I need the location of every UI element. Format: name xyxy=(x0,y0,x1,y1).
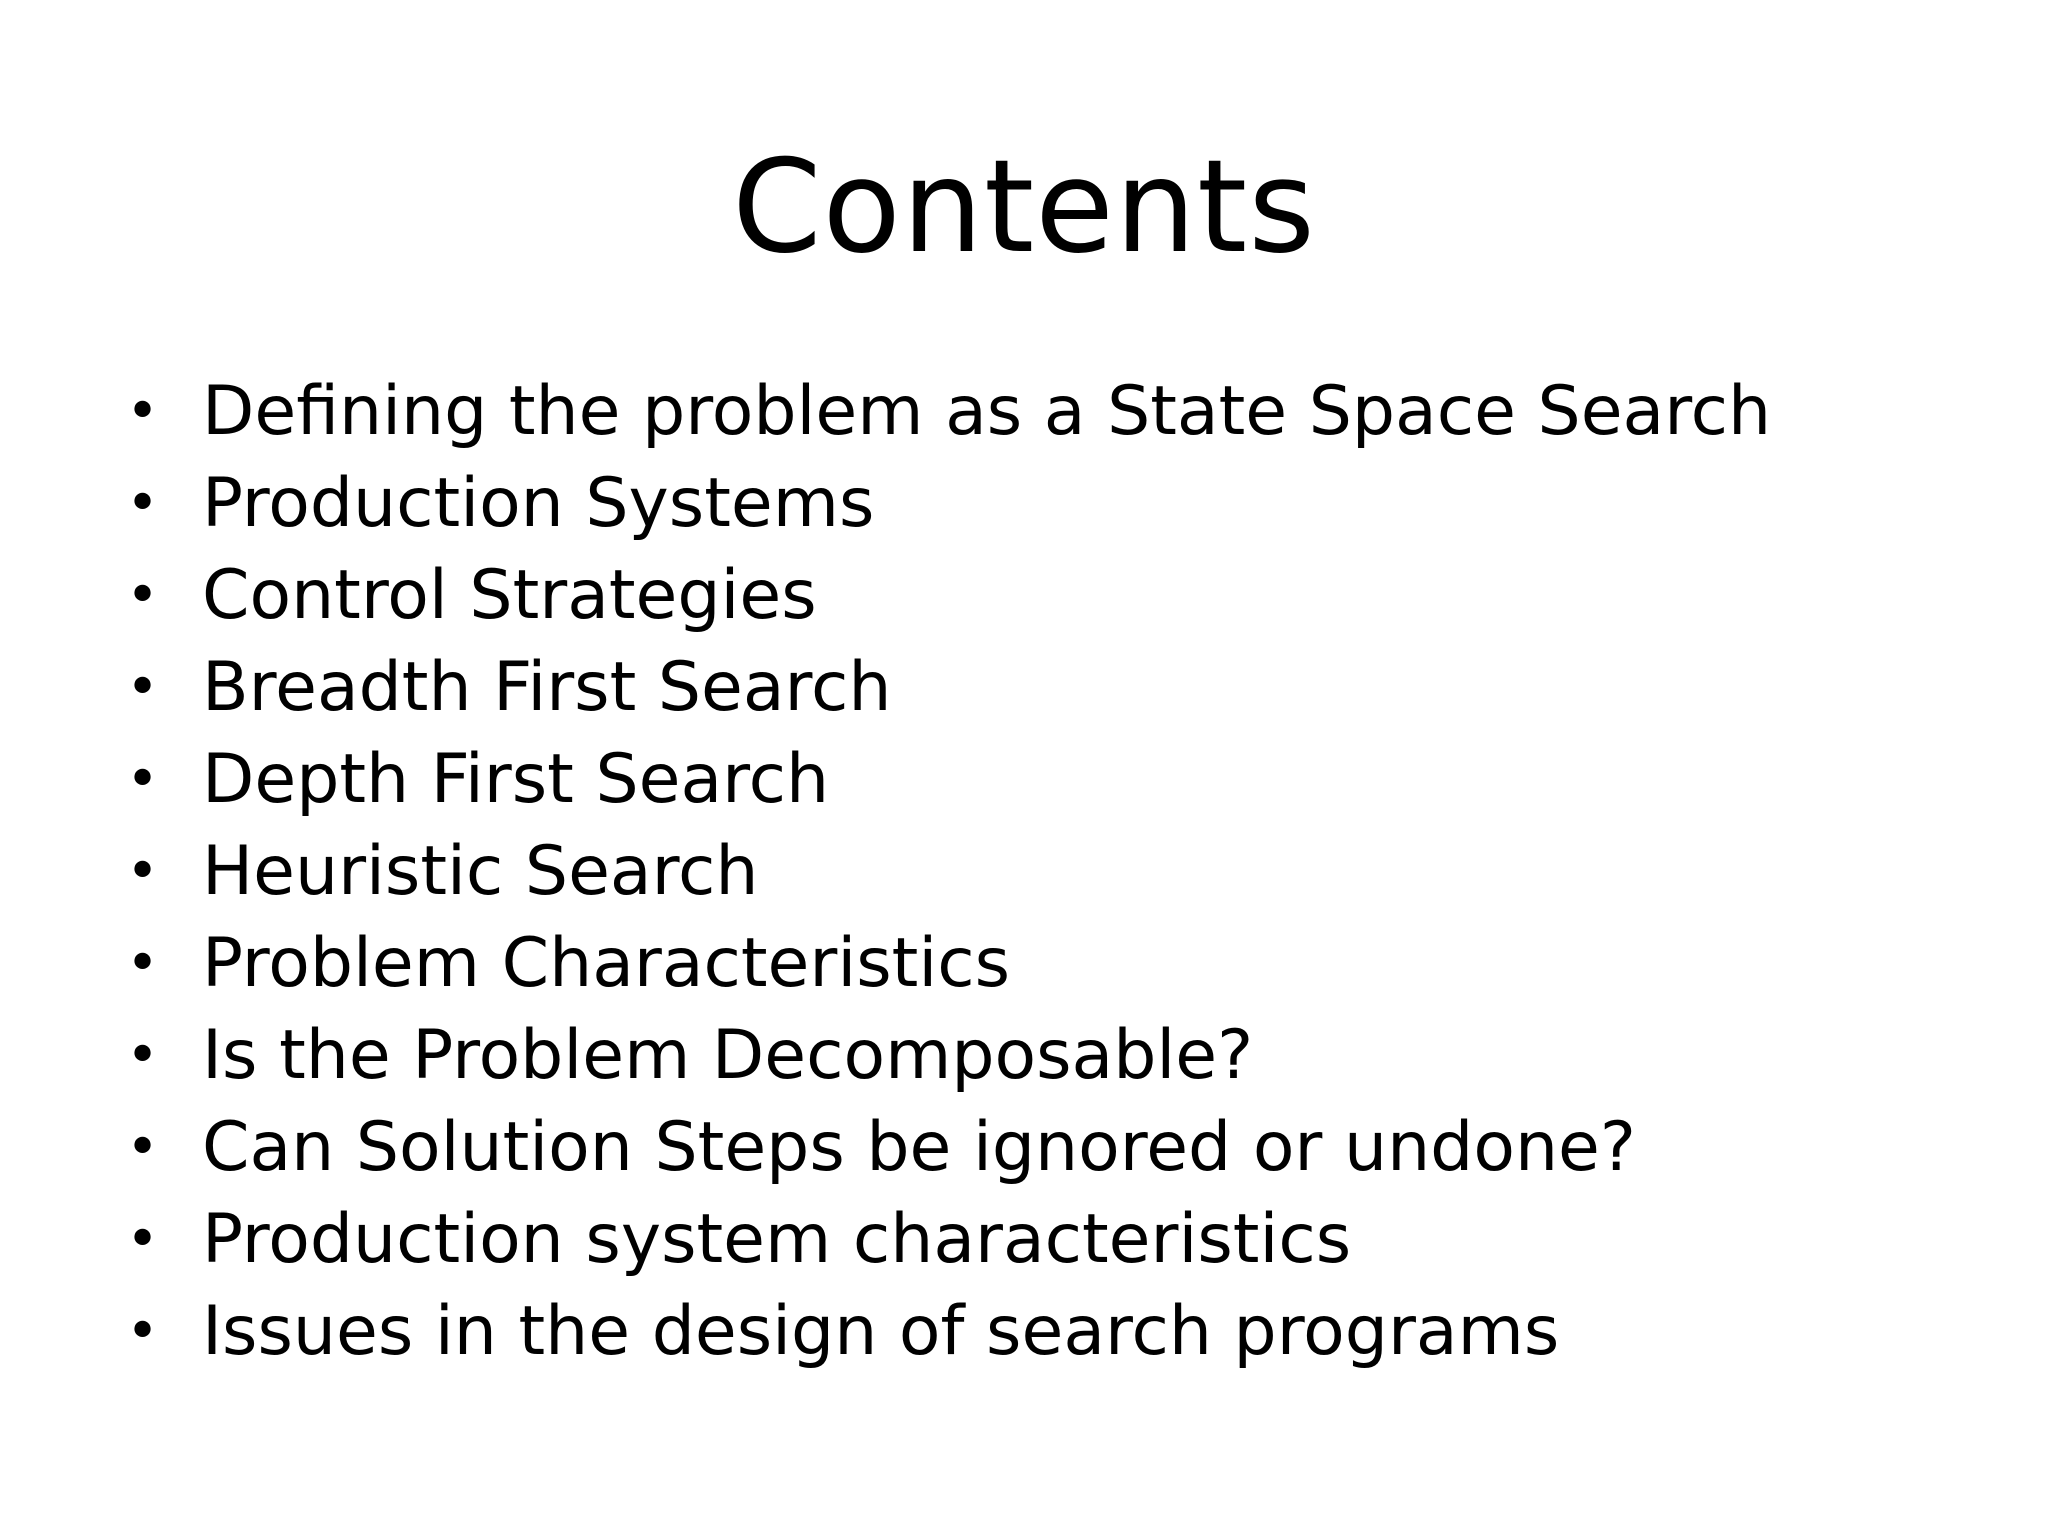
list-item xyxy=(0,366,2048,458)
list-item xyxy=(0,1102,2048,1194)
list-item-text: Control Strategies xyxy=(202,556,817,635)
bullet-icon: • xyxy=(126,563,160,628)
list-item-text: Problem Characteristics xyxy=(202,924,1011,1003)
bullet-icon: • xyxy=(126,379,160,444)
list-item xyxy=(0,1286,2048,1378)
list-item xyxy=(0,458,2048,550)
slide-title: Contents xyxy=(732,133,1316,282)
list-item-text: Depth First Search xyxy=(202,740,830,819)
list-item xyxy=(0,918,2048,1010)
bullet-icon: • xyxy=(126,1115,160,1180)
list-item xyxy=(0,734,2048,826)
list-item-text: Production Systems xyxy=(202,464,875,543)
list-item-text: Breadth First Search xyxy=(202,648,892,727)
list-item xyxy=(0,1010,2048,1102)
list-item xyxy=(0,1194,2048,1286)
bullet-icon: • xyxy=(126,747,160,812)
bullet-icon: • xyxy=(126,931,160,996)
list-item-text: Heuristic Search xyxy=(202,832,759,911)
list-item-text: Can Solution Steps be ignored or undone? xyxy=(202,1108,1636,1187)
contents-list xyxy=(0,366,2048,1378)
list-item xyxy=(0,826,2048,918)
bullet-icon: • xyxy=(126,1023,160,1088)
list-item xyxy=(0,642,2048,734)
bullet-icon: • xyxy=(126,1299,160,1364)
bullet-icon: • xyxy=(126,655,160,720)
bullet-icon: • xyxy=(126,1207,160,1272)
list-item-text: Issues in the design of search programs xyxy=(202,1292,1560,1371)
bullet-icon: • xyxy=(126,471,160,536)
list-item xyxy=(0,550,2048,642)
list-item-text: Production system characteristics xyxy=(202,1200,1352,1279)
list-item-text: Defining the problem as a State Space Search xyxy=(202,372,1772,451)
bullet-icon: • xyxy=(126,839,160,904)
list-item-text: Is the Problem Decomposable? xyxy=(202,1016,1254,1095)
